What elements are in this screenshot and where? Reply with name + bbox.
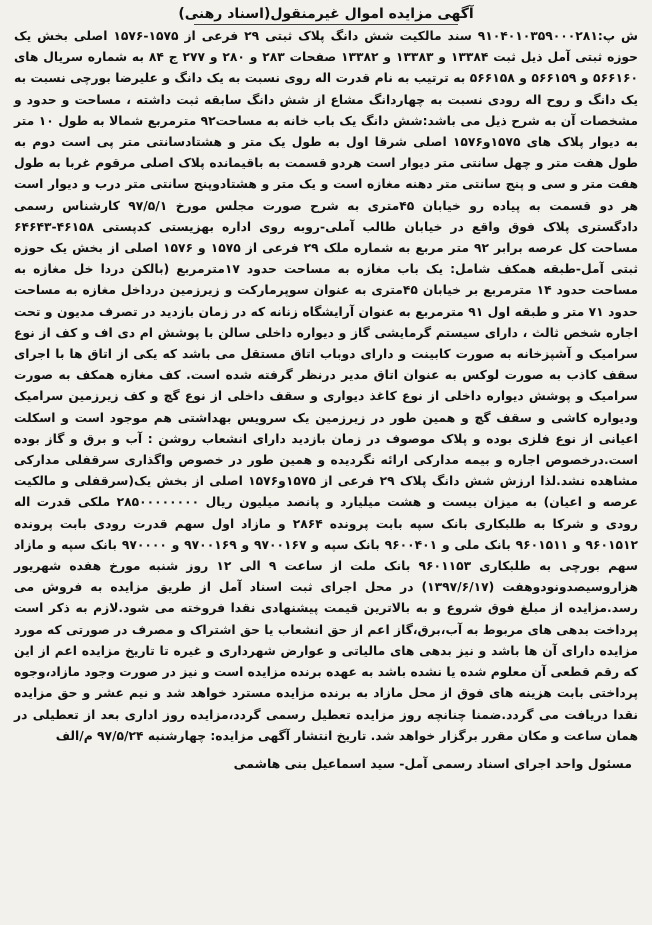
notice-signature: مسئول واحد اجرای اسناد رسمی آمل- سید اسماعیل بنی هاشمی [233,755,632,771]
notice-body [14,26,638,747]
notice-body-text: ش پ:۹۱۰۴۰۱۰۳۵۹۰۰۰۲۸۱ سند مالکیت شش دانگ پلاک ثبتی ۲۹ فرعی از ۱۵۷۵-۱۵۷۶ اصلی بخش یک حوزه ثبتی آمل ذیل ثبت ۱۳۳۸۴ و ۱۳۳۸۳ و ۱۳۳۸۲ صفحات ۲۸۳ و ۲۸۰ و ۲۷۷ ج ۸۴ به شماره سریال های ۵۶۶۱۶۰ و ۵۶۶۱۵۹ و ۵۶۶۱۵۸ به ترتیب به نام قدرت اله روی نسبت به یک دانگ و علیرضا بورچی نسبت به یک دانگ و روح اله رودی نسبت به چهاردانگ مشاع از شش دانگ سابقه ثبت داشته ، مساحت و حدود و مشخصات آن به شرح ذیل می باشد:شش دانگ یک باب خانه به مساحت۹۲ مترمربع شمالا به طول ۱۰ متر به دیوار پلاک های ۱۵۷۵و۱۵۷۶ اصلی شرقا اول به طول یک متر و هشتادسانتی متر پی است دوم به طول هفت متر و چهل سانتی متر دیوار است هردو قسمت به باقیمانده پلاک اصلی مرقوم غربا به طول هفت متر و سی و پنج سانتی متر دهنه مغازه است و یک متر و هشتادوپنج سانتی متر درب و دیوار است هر دو قسمت به پیاده رو خیابان ۴۵متری به شرح صورت مجلس مورخ ۹۷/۵/۱ کارشناس رسمی دادگستری پلاک فوق واقع در خیابان طالب آملی-روبه روی اداره بهزیستی کدپستی ۴۶۱۵۸-۶۴۶۴۳ مساحت کل عرصه برابر ۹۲ متر مربع به شماره ملک ۲۹ فرعی از ۱۵۷۵ و ۱۵۷۶ اصلی از بخش یک حوزه ثبتی آمل-طبقه همکف شامل: یک باب مغازه به مساحت حدود ۱۷مترمربع (بالکن دردا خل مغازه به مساحت حدود ۱۴ مترمربع بر خیابان ۴۵متری به عنوان سوپرمارکت و زیرزمین درداخل مغازه به مساحت حدود ۷۱ متر و طبقه اول ۹۱ مترمربع به عنوان آرایشگاه زنانه که در زمان بازدید در تصرف مدیون و تحت اجاره شخص ثالث ، دارای سیستم گرمایشی گاز و دیواره داخلی سالن با پوشش ام دی اف و کف از نوع سرامیک و آشپزخانه به صورت کابینت و دارای دوباب اتاق مستقل می باشد که یکی از اتاق ها با اجرای سقف کاذب به صورت لوکس به عنوان اتاق مدیر درنظر گرفته شده است. کف مغازه همکف به صورت سرامیک و پوشش دیواره داخلی از نوع کاغذ دیواری و سقف داخلی از نوع گچ و کف زیرزمین سرامیک ودیواره کاشی و سقف گچ و همین طور در زیرزمین یک سرویس بهداشتی هم موجود است و اسکلت اعیانی از نوع فلزی بوده و پلاک موصوف در زمان بازدید دارای انشعاب روشن : آب و برق و گاز بوده است.درخصوص اجاره و بیمه مدارکی ارائه نگردیده و همین طور در خصوص واگذاری سرقفلی مدارکی مشاهده نشد.لذا ارزش شش دانگ پلاک ۲۹ فرعی از ۱۵۷۵و۱۵۷۶ اصلی از بخش یک(سرقفلی و مالکیت عرصه و اعیان) به میزان بیست و هشت میلیارد و پانصد میلیون ریال ۲۸۵۰۰۰۰۰۰۰۰ ملکی قدرت اله رودی و شرکا به طلبکاری بانک سپه بابت پرونده ۲۸۶۴ و مازاد اول سهم قدرت رودی بابت پرونده ۹۶۰۱۵۱۲ و ۹۶۰۱۵۱۱ بانک ملی و ۹۶۰۰۴۰۱ بانک سپه و ۹۷۰۰۱۶۷ و ۹۷۰۰۱۶۹ و ۹۷۰۰۰۰ بانک سپه و مازاد سهم بورچی به طلبکاری ۹۶۰۱۱۵۳ بانک ملت از ساعت ۹ الی ۱۲ روز شنبه مورخ هفده شهریور هزاروسیصدونودوهفت (۱۳۹۷/۶/۱۷) در محل اجرای ثبت اسناد آمل از طریق مزایده به فروش می رسد.مزایده از مبلغ فوق شروع و به بالاترین قیمت پیشنهادی نقدا فروخته می شود.لازم به ذکر است پرداخت بدهی های مربوط به آب،برق،گاز اعم از حق انشعاب یا حق اشتراک و مصرف در صورتی که مورد مزایده دارای آن ها باشد و نیز بدهی های مالیاتی و عوارض شهرداری و غیره تا تاریخ مزایده اعم از این که رقم قطعی آن معلوم شده یا نشده باشد به عهده برنده مزایده است و نیز در صورت وجود مازاد،وجوه پرداختی بابت هزینه های فوق از محل مازاد به برنده مزایده مسترد خواهد شد و نیم عشر و حق مزایده نقدا دریافت می گردد.ضمنا چنانچه روز مزایده تعطیل رسمی گردد،مزایده روز اداری بعد از تعطیلی در همان ساعت و مکان مقرر برگزار خواهد شد. تاریخ انتشار آگهی مزایده: چهارشنبه ۹۷/۵/۲۴ م/الف [14,29,639,743]
notice-title: آگهی مزایده اموال غیرمنقول(اسناد رهنی) [14,4,638,24]
